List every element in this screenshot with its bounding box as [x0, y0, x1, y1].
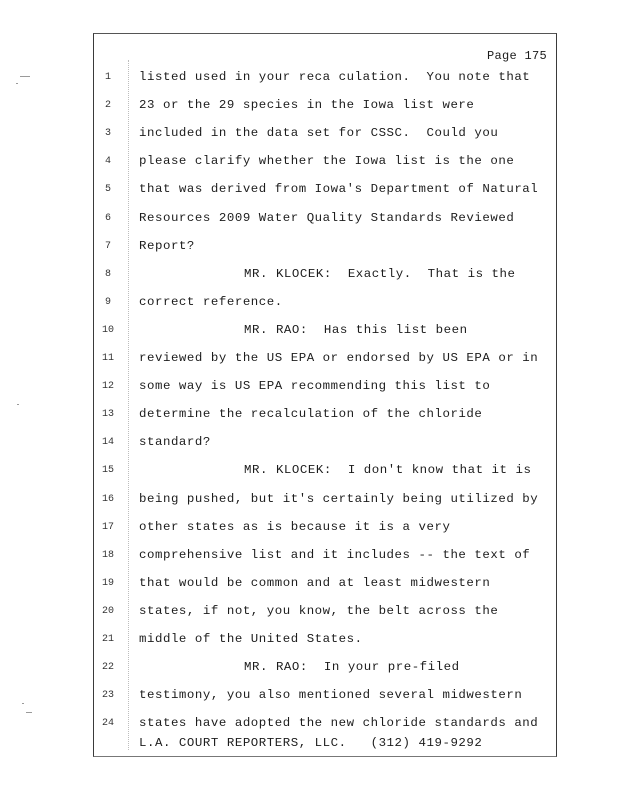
line-number: 22	[101, 662, 114, 674]
line-number: 14	[101, 437, 114, 449]
transcript-line	[0, 239, 619, 257]
transcript-line	[0, 295, 619, 313]
transcript-line	[0, 154, 619, 172]
transcript-line	[0, 323, 619, 341]
transcript-line	[0, 126, 619, 144]
line-text: correct reference.	[139, 294, 283, 309]
transcript-line	[0, 576, 619, 594]
line-text: determine the recalculation of the chloride	[139, 407, 483, 422]
transcript-line	[0, 182, 619, 200]
line-number: 2	[104, 100, 111, 112]
transcript-line	[0, 211, 619, 229]
transcript-line	[0, 548, 619, 566]
line-text: standard?	[139, 435, 211, 450]
transcript-line	[0, 267, 619, 285]
scan-speck	[22, 703, 24, 704]
line-number: 11	[101, 353, 114, 364]
line-number: 8	[104, 268, 111, 280]
line-number: 10	[101, 324, 114, 336]
line-number: 18	[101, 549, 114, 561]
line-text: Report?	[139, 238, 195, 253]
line-text: listed used in your reca culation. You note that	[139, 70, 531, 84]
line-number: 23	[101, 690, 114, 702]
line-number: 4	[104, 156, 111, 168]
scan-speck	[20, 76, 30, 77]
line-text: 23 or the 29 species in the Iowa list were	[139, 98, 475, 113]
line-text: testimony, you also mentioned several midwestern	[139, 688, 523, 703]
line-text: other states as is because it is a very	[139, 519, 451, 534]
transcript-line	[0, 688, 619, 706]
line-number: 21	[101, 634, 114, 645]
transcript-line	[0, 632, 619, 650]
line-text: please clarify whether the Iowa list is the one	[139, 154, 515, 169]
transcript-line	[0, 492, 619, 510]
line-text: comprehensive list and it includes -- the text of	[139, 547, 531, 562]
transcript-line	[0, 716, 619, 734]
scan-speck	[16, 83, 18, 84]
transcript-line	[0, 604, 619, 622]
line-text: MR. RAO: In your pre-filed	[244, 660, 460, 675]
transcript-line	[0, 463, 619, 481]
transcript-line	[0, 520, 619, 538]
line-number: 13	[101, 409, 114, 421]
page-number: Page 175	[486, 49, 547, 63]
transcript-line	[0, 70, 619, 88]
line-text: reviewed by the US EPA or endorsed by US EPA or in	[139, 351, 539, 365]
line-text: included in the data set for CSSC. Could you	[139, 126, 499, 141]
line-text: that was derived from Iowa's Department of Natural	[139, 182, 539, 197]
line-number: 24	[101, 718, 114, 730]
transcript-line	[0, 351, 619, 369]
transcript-line	[0, 660, 619, 678]
line-number: 16	[101, 493, 114, 505]
transcript-line	[0, 379, 619, 397]
line-number: 17	[101, 521, 114, 533]
scan-speck	[17, 404, 19, 405]
line-text: states, if not, you know, the belt across the	[139, 603, 499, 618]
transcript-line	[0, 98, 619, 116]
line-text: that would be common and at least midwestern	[139, 575, 491, 590]
line-number: 6	[104, 212, 111, 224]
court-reporter-footer: L.A. COURT REPORTERS, LLC. (312) 419-9292	[139, 736, 483, 750]
line-number: 5	[104, 184, 111, 196]
line-number: 3	[104, 128, 111, 140]
line-text: some way is US EPA recommending this list to	[139, 379, 491, 394]
line-text: MR. KLOCEK: Exactly. That is the	[244, 266, 516, 281]
transcript-line	[0, 435, 619, 453]
line-number: 19	[101, 577, 114, 589]
line-text: states have adopted the new chloride standards and	[139, 716, 539, 731]
line-text: MR. RAO: Has this list been	[244, 322, 468, 337]
line-text: being pushed, but it's certainly being utilized by	[139, 491, 539, 506]
line-number: 20	[101, 605, 114, 617]
transcript-line	[0, 407, 619, 425]
line-number: 9	[104, 296, 111, 308]
line-text: Resources 2009 Water Quality Standards Reviewed	[139, 210, 515, 225]
line-text: MR. KLOCEK: I don't know that it is	[244, 463, 532, 478]
scan-speck	[26, 712, 32, 713]
line-number: 1	[104, 72, 111, 83]
line-number: 12	[101, 381, 114, 393]
line-number: 15	[101, 465, 114, 477]
line-text: middle of the United States.	[139, 632, 363, 646]
line-number: 7	[104, 240, 111, 252]
